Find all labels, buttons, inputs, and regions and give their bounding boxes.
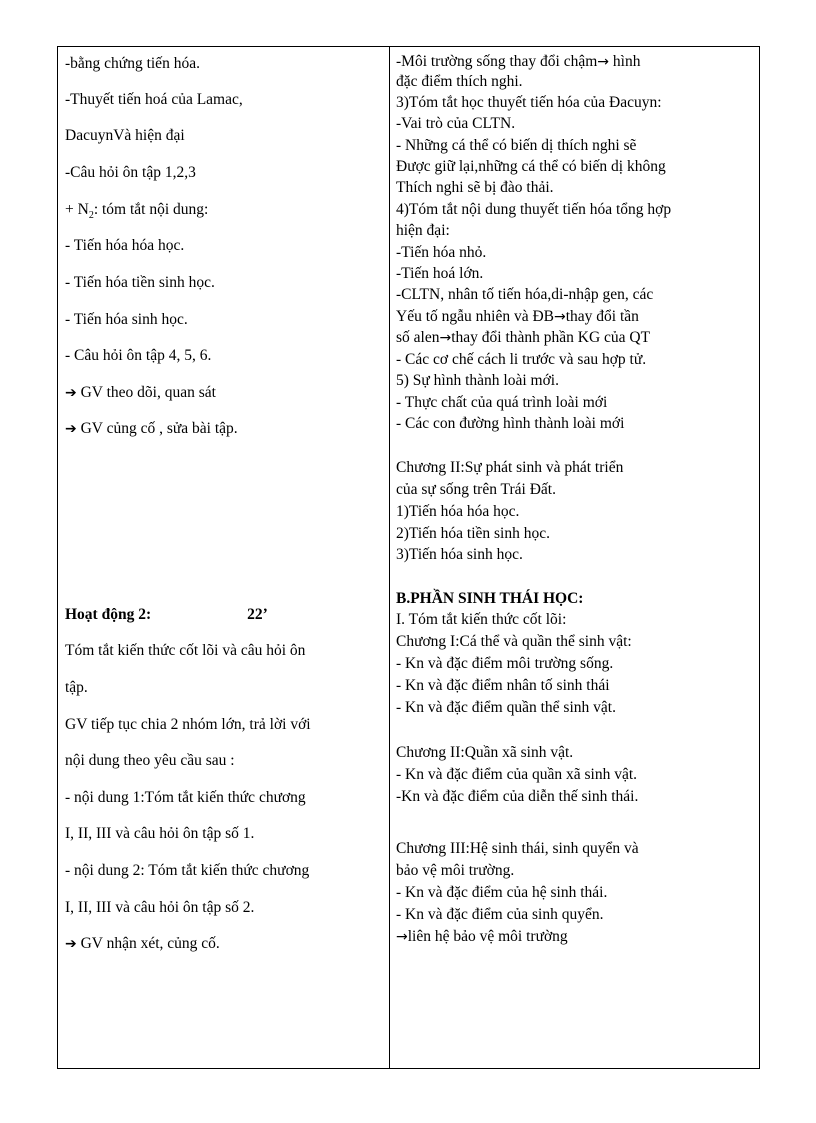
- activity-time: 22’: [247, 606, 268, 623]
- right-arrow-icon: ➔: [65, 936, 77, 952]
- right-line-27: - Kn và đặc điểm môi trường sống.: [396, 655, 614, 672]
- left-line-18: - nội dung 2: Tóm tắt kiến thức chương: [65, 862, 310, 879]
- right-arrow-icon: ➔: [65, 385, 77, 401]
- right-arrow-icon: →: [396, 929, 408, 945]
- content-table: [57, 46, 760, 1069]
- right-line-16: 5) Sự hình thành loài mới.: [396, 372, 559, 389]
- right-line-31: - Kn và đặc điểm của quần xã sinh vật.: [396, 766, 638, 783]
- left-line-6: - Tiến hóa hóa học.: [65, 237, 185, 254]
- column-divider: [389, 47, 390, 1068]
- right-line-30: Chương II:Quần xã sinh vật.: [396, 744, 574, 761]
- right-line-21: 1)Tiến hóa hóa học.: [396, 503, 520, 520]
- left-line-10: ➔ GV theo dõi, quan sát: [65, 384, 216, 401]
- right-line-13: Yếu tố ngẫu nhiên và ĐB→thay đổi tần: [396, 308, 639, 325]
- right-line-6: Được giữ lại,những cá thể có biến dị không: [396, 158, 666, 175]
- right-line-3: 3)Tóm tắt học thuyết tiến hóa của Đacuyn:: [396, 94, 662, 111]
- right-line-33: Chương III:Hệ sinh thái, sinh quyển và: [396, 840, 639, 857]
- right-line-9: hiện đại:: [396, 222, 450, 239]
- right-line-37: →liên hệ bảo vệ môi trường: [396, 928, 568, 945]
- left-line-3: DacuynVà hiện đại: [65, 127, 185, 144]
- right-line-11: -Tiến hoá lớn.: [396, 265, 484, 282]
- right-line-26: Chương I:Cá thể và quần thể sinh vật:: [396, 633, 632, 650]
- right-line-1: -Môi trường sống thay đổi chậm→ hình: [396, 53, 641, 70]
- right-line-25: I. Tóm tắt kiến thức cốt lõi:: [396, 611, 567, 628]
- right-line-22: 2)Tiến hóa tiền sinh học.: [396, 525, 550, 542]
- right-arrow-icon: ➔: [65, 421, 77, 437]
- right-line-20: của sự sống trên Trái Đất.: [396, 481, 556, 498]
- left-line-1: -bằng chứng tiến hóa.: [65, 55, 200, 72]
- right-line-2: đặc điểm thích nghi.: [396, 73, 523, 90]
- n2-subscript: 2: [88, 210, 94, 222]
- right-line-19: Chương II:Sự phát sinh và phát triển: [396, 459, 624, 476]
- right-line-18: - Các con đường hình thành loài mới: [396, 415, 625, 432]
- left-line-2: -Thuyết tiến hoá của Lamac,: [65, 91, 243, 108]
- left-line-17: I, II, III và câu hỏi ôn tập số 1.: [65, 825, 255, 842]
- left-line-7: - Tiến hóa tiền sinh học.: [65, 274, 215, 291]
- activity-title: Hoạt động 2:: [65, 606, 152, 623]
- left-line-16: - nội dung 1:Tóm tắt kiến thức chương: [65, 789, 306, 806]
- left-line-15: nội dung theo yêu cầu sau :: [65, 752, 235, 769]
- right-line-7: Thích nghi sẽ bị đào thải.: [396, 179, 554, 196]
- right-arrow-icon: →: [597, 54, 610, 70]
- left-line-13: tập.: [65, 679, 88, 696]
- right-line-17: - Thực chất của quá trình loài mới: [396, 394, 608, 411]
- right-line-5: - Những cá thể có biến dị thích nghi sẽ: [396, 137, 637, 154]
- right-line-32: -Kn và đặc điểm của diễn thế sinh thái.: [396, 788, 639, 805]
- right-line-29: - Kn và đặc điểm quần thể sinh vật.: [396, 699, 616, 716]
- right-line-23: 3)Tiến hóa sinh học.: [396, 546, 523, 563]
- right-line-28: - Kn và đặc điểm nhân tố sinh thái: [396, 677, 610, 694]
- right-line-12: -CLTN, nhân tố tiến hóa,di-nhập gen, các: [396, 286, 654, 303]
- right-line-14: số alen→thay đổi thành phần KG của QT: [396, 329, 651, 346]
- n2-prefix: + N: [65, 201, 89, 218]
- right-line-10: -Tiến hóa nhỏ.: [396, 244, 487, 261]
- left-line-11: ➔ GV củng cố , sửa bài tập.: [65, 420, 238, 437]
- left-line-19: I, II, III và câu hỏi ôn tập số 2.: [65, 899, 255, 916]
- right-line-34: bảo vệ môi trường.: [396, 862, 515, 879]
- left-line-14: GV tiếp tục chia 2 nhóm lớn, trả lời với: [65, 716, 311, 733]
- left-line-5: [65, 201, 208, 225]
- n2-suffix: : tóm tắt nội dung:: [93, 201, 209, 218]
- right-line-8: 4)Tóm tắt nội dung thuyết tiến hóa tổng hợp: [396, 201, 672, 218]
- left-line-20: ➔ GV nhận xét, củng cố.: [65, 935, 220, 952]
- right-arrow-icon: →: [553, 309, 566, 325]
- left-line-12: Tóm tắt kiến thức cốt lõi và câu hỏi ôn: [65, 642, 306, 659]
- left-line-4: -Câu hỏi ôn tập 1,2,3: [65, 164, 196, 181]
- right-line-15: - Các cơ chế cách li trước và sau hợp tử.: [396, 351, 647, 368]
- activity-heading: [65, 606, 268, 624]
- left-line-9: - Câu hỏi ôn tập 4, 5, 6.: [65, 347, 212, 364]
- right-line-35: - Kn và đặc điểm của hệ sinh thái.: [396, 884, 608, 901]
- left-line-8: - Tiến hóa sinh học.: [65, 311, 188, 328]
- right-line-36: - Kn và đặc điểm của sinh quyển.: [396, 906, 604, 923]
- right-line-4: -Vai trò của CLTN.: [396, 115, 516, 132]
- right-arrow-icon: →: [439, 330, 452, 346]
- section-heading-ecology: B.PHẦN SINH THÁI HỌC:: [396, 590, 584, 607]
